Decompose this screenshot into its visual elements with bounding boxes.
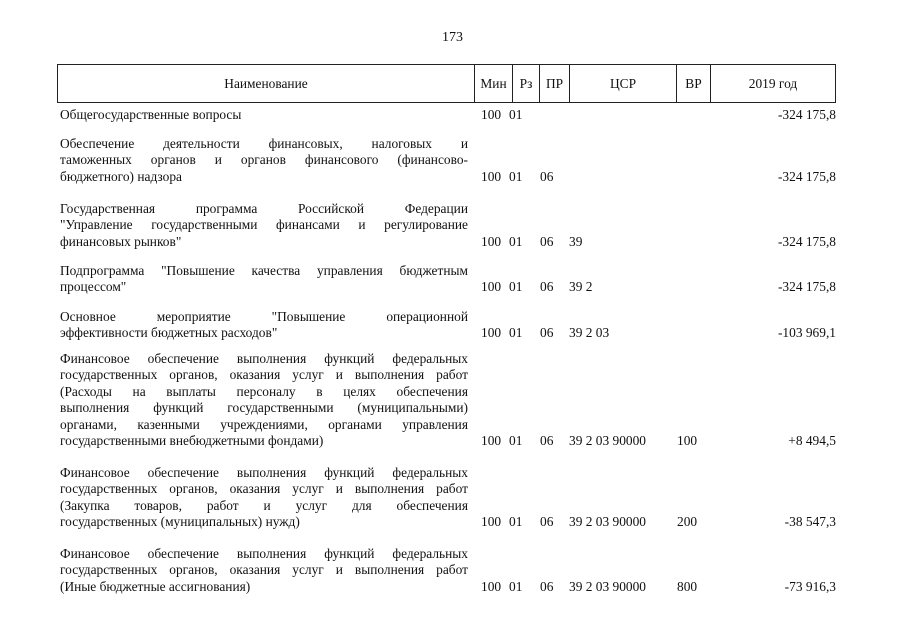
row-amount: -324 175,8 xyxy=(777,233,836,249)
row-name-line: Финансовое обеспечение выполнения функций федеральных xyxy=(60,351,468,366)
row-vr: 800 xyxy=(677,578,698,594)
row-amount: -324 175,8 xyxy=(777,279,836,295)
row-name xyxy=(60,546,468,595)
header-rz: Рз xyxy=(512,65,539,102)
row-min: 100 xyxy=(481,233,502,249)
row-pr: 06 xyxy=(540,514,554,530)
row-name xyxy=(60,136,468,185)
row-amount: -38 547,3 xyxy=(784,514,836,530)
row-name-line: Финансовое обеспечение выполнения функций федеральных xyxy=(60,546,468,561)
page-number: 173 xyxy=(442,30,463,45)
row-amount: -324 175,8 xyxy=(777,168,836,184)
row-pr: 06 xyxy=(540,433,554,448)
row-name-line: выполнения функций государственными (муниципальными) xyxy=(60,400,468,416)
table-header xyxy=(57,64,836,103)
row-name-line: органами, казенными учреждениями, органами управления xyxy=(60,416,468,432)
row-rz: 01 xyxy=(509,168,523,184)
row-name-line: Обеспечение деятельности финансовых, налоговых и xyxy=(60,136,468,151)
row-csr: 39 xyxy=(569,233,583,249)
row-name-line: Общегосударственные вопросы xyxy=(60,107,242,122)
row-name xyxy=(60,351,468,449)
row-name-line: государственными внебюджетными фондами) xyxy=(60,433,324,449)
row-name-line: (Иные бюджетные ассигнования) xyxy=(60,578,251,594)
row-name xyxy=(60,309,468,342)
row-vr: 100 xyxy=(677,433,698,448)
row-rz: 01 xyxy=(509,233,523,249)
row-pr: 06 xyxy=(540,168,554,184)
row-amount: +8 494,5 xyxy=(788,433,836,448)
row-rz: 01 xyxy=(509,433,523,448)
row-name-line: Подпрограмма "Повышение качества управления бюджетным xyxy=(60,263,468,278)
row-name-line: Государственная программа Российской Федерации xyxy=(60,201,468,216)
row-name-line: государственных (муниципальных) нужд) xyxy=(60,514,300,530)
row-csr: 39 2 03 90000 xyxy=(569,578,646,594)
row-min: 100 xyxy=(481,279,502,295)
row-name-line: процессом" xyxy=(60,279,127,295)
row-rz: 01 xyxy=(509,578,523,594)
header-pr: ПР xyxy=(539,65,569,102)
row-name-line: государственных органов, оказания услуг и выполнения работ xyxy=(60,562,468,578)
row-min: 100 xyxy=(481,514,502,530)
header-year: 2019 год xyxy=(710,65,835,102)
row-min: 100 xyxy=(481,578,502,594)
row-csr: 39 2 03 90000 xyxy=(569,514,646,530)
row-csr: 39 2 03 90000 xyxy=(569,433,646,448)
row-name-line: таможенных органов и органов финансового (финансово- xyxy=(60,152,468,168)
row-rz: 01 xyxy=(509,107,523,122)
row-name-line: финансовых рынков" xyxy=(60,233,182,249)
row-amount: -103 969,1 xyxy=(777,325,836,341)
row-pr: 06 xyxy=(540,279,554,295)
row-name-line: "Управление государственными финансами и регулирование xyxy=(60,217,468,233)
row-min: 100 xyxy=(481,168,502,184)
row-vr: 200 xyxy=(677,514,698,530)
row-name-line: Финансовое обеспечение выполнения функций федеральных xyxy=(60,465,468,480)
row-min: 100 xyxy=(481,433,502,448)
row-name-line: эффективности бюджетных расходов" xyxy=(60,325,278,341)
row-name-line: Основное мероприятие "Повышение операционной xyxy=(60,309,468,324)
row-rz: 01 xyxy=(509,514,523,530)
row-rz: 01 xyxy=(509,325,523,341)
header-vr: ВР xyxy=(676,65,710,102)
row-amount: -73 916,3 xyxy=(784,578,836,594)
row-name xyxy=(60,107,468,123)
row-rz: 01 xyxy=(509,279,523,295)
row-min: 100 xyxy=(481,107,502,122)
row-name-line: (Расходы на выплаты персоналу в целях обеспечения xyxy=(60,383,468,399)
row-name xyxy=(60,263,468,296)
row-pr: 06 xyxy=(540,325,554,341)
row-name-line: государственных органов, оказания услуг и выполнения работ xyxy=(60,367,468,383)
row-name xyxy=(60,201,468,250)
header-name: Наименование xyxy=(224,76,308,91)
header-min: Мин xyxy=(474,65,512,102)
row-csr: 39 2 03 xyxy=(569,325,610,341)
row-name-line: государственных органов, оказания услуг и выполнения работ xyxy=(60,481,468,497)
row-pr: 06 xyxy=(540,578,554,594)
header-csr: ЦСР xyxy=(569,65,676,102)
row-min: 100 xyxy=(481,325,502,341)
row-amount: -324 175,8 xyxy=(777,107,836,122)
row-name-line: бюджетного) надзора xyxy=(60,168,182,184)
row-name-line: (Закупка товаров, работ и услуг для обеспечения xyxy=(60,497,468,513)
row-name xyxy=(60,465,468,531)
row-pr: 06 xyxy=(540,233,554,249)
row-csr: 39 2 xyxy=(569,279,593,295)
